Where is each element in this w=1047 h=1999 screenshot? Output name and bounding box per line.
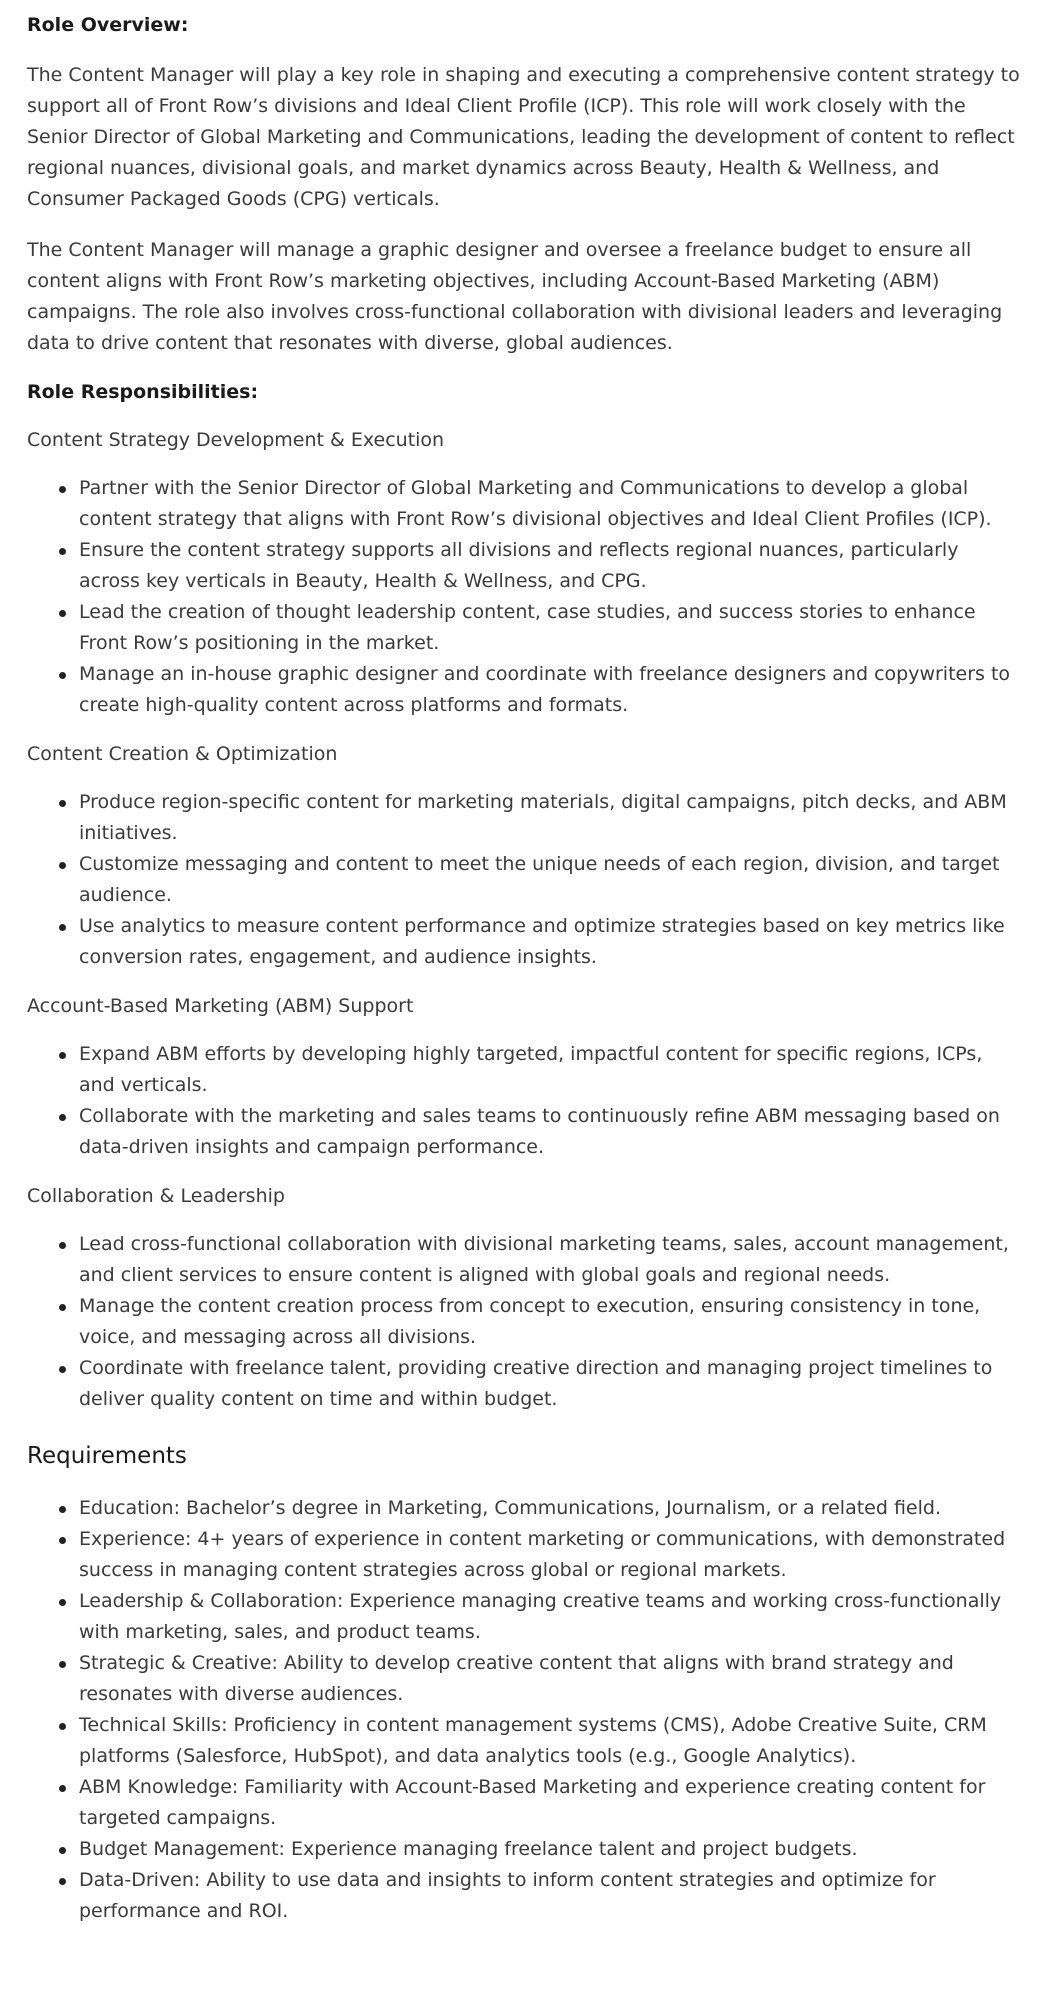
list-item: Use analytics to measure content performance and optimize strategies based on key metrics like conversion rates, engagement, and audience insights. [79,911,1023,973]
group-title-content-strategy: Content Strategy Development & Execution [27,429,445,451]
list-item: Education: Bachelor’s degree in Marketing, Communications, Journalism, or a related field. [79,1493,1023,1524]
list-item: Collaborate with the marketing and sales teams to continuously refine ABM messaging based on data-driven insights and campaign performance. [79,1101,1023,1163]
requirements-list [27,1493,1023,1927]
list-item: Budget Management: Experience managing freelance talent and project budgets. [79,1834,1023,1865]
group-title-collaboration: Collaboration & Leadership [27,1185,285,1207]
list-item: Lead the creation of thought leadership content, case studies, and success stories to enhance Front Row’s positioning in the market. [79,597,1023,659]
list-item: Customize messaging and content to meet the unique needs of each region, division, and target audience. [79,849,1023,911]
list-item: Produce region-specific content for marketing materials, digital campaigns, pitch decks, and ABM initiatives. [79,787,1023,849]
list-item: Leadership & Collaboration: Experience managing creative teams and working cross-functionally with marketing, sales, and product teams. [79,1586,1023,1648]
list-item: Data-Driven: Ability to use data and insights to inform content strategies and optimize for performance and ROI. [79,1865,1023,1927]
group-title-content-creation: Content Creation & Optimization [27,743,338,765]
role-overview-paragraph-1: The Content Manager will play a key role in shaping and executing a comprehensive content strategy to support all of Front Row’s divisions and Ideal Client Profile (ICP). This role will work closely with the Senior Director of Global Marketing and Communications, leading the development of content to reflect regional nuances, divisional goals, and market dynamics across Beauty, Health & Wellness, and Consumer Packaged Goods (CPG) verticals. [27,64,1020,210]
role-overview-paragraph-2: The Content Manager will manage a graphic designer and oversee a freelance budget to ensure all content aligns with Front Row’s marketing objectives, including Account-Based Marketing (ABM) campaigns. The role also involves cross-functional collaboration with divisional leaders and leveraging data to drive content that resonates with diverse, global audiences. [27,239,1003,354]
list-item: Technical Skills: Proficiency in content management systems (CMS), Adobe Creative Suite, CRM platforms (Salesforce, HubSpot), and data analytics tools (e.g., Google Analytics). [79,1710,1023,1772]
role-responsibilities-heading: Role Responsibilities: [27,381,259,403]
list-item: Ensure the content strategy supports all divisions and reflects regional nuances, particularly across key verticals in Beauty, Health & Wellness, and CPG. [79,535,1023,597]
content-creation-list [27,787,1023,973]
list-item: Coordinate with freelance talent, providing creative direction and managing project timelines to deliver quality content on time and within budget. [79,1353,1023,1415]
list-item: Partner with the Senior Director of Global Marketing and Communications to develop a global content strategy that aligns with Front Row’s divisional objectives and Ideal Client Profiles (ICP). [79,473,1023,535]
list-item: Manage an in-house graphic designer and coordinate with freelance designers and copywriters to create high-quality content across platforms and formats. [79,659,1023,721]
abm-support-list [27,1039,1023,1163]
list-item: Lead cross-functional collaboration with divisional marketing teams, sales, account management, and client services to ensure content is aligned with global goals and regional needs. [79,1229,1023,1291]
list-item: ABM Knowledge: Familiarity with Account-Based Marketing and experience creating content for targeted campaigns. [79,1772,1023,1834]
role-overview-heading: Role Overview: [27,14,189,36]
list-item: Manage the content creation process from concept to execution, ensuring consistency in tone, voice, and messaging across all divisions. [79,1291,1023,1353]
group-title-abm-support: Account-Based Marketing (ABM) Support [27,995,414,1017]
content-strategy-list [27,473,1023,721]
list-item: Experience: 4+ years of experience in content marketing or communications, with demonstrated success in managing content strategies across global or regional markets. [79,1524,1023,1586]
list-item: Expand ABM efforts by developing highly targeted, impactful content for specific regions, ICPs, and verticals. [79,1039,1023,1101]
requirements-heading: Requirements [27,1443,187,1469]
collaboration-list [27,1229,1023,1415]
list-item: Strategic & Creative: Ability to develop creative content that aligns with brand strategy and resonates with diverse audiences. [79,1648,1023,1710]
